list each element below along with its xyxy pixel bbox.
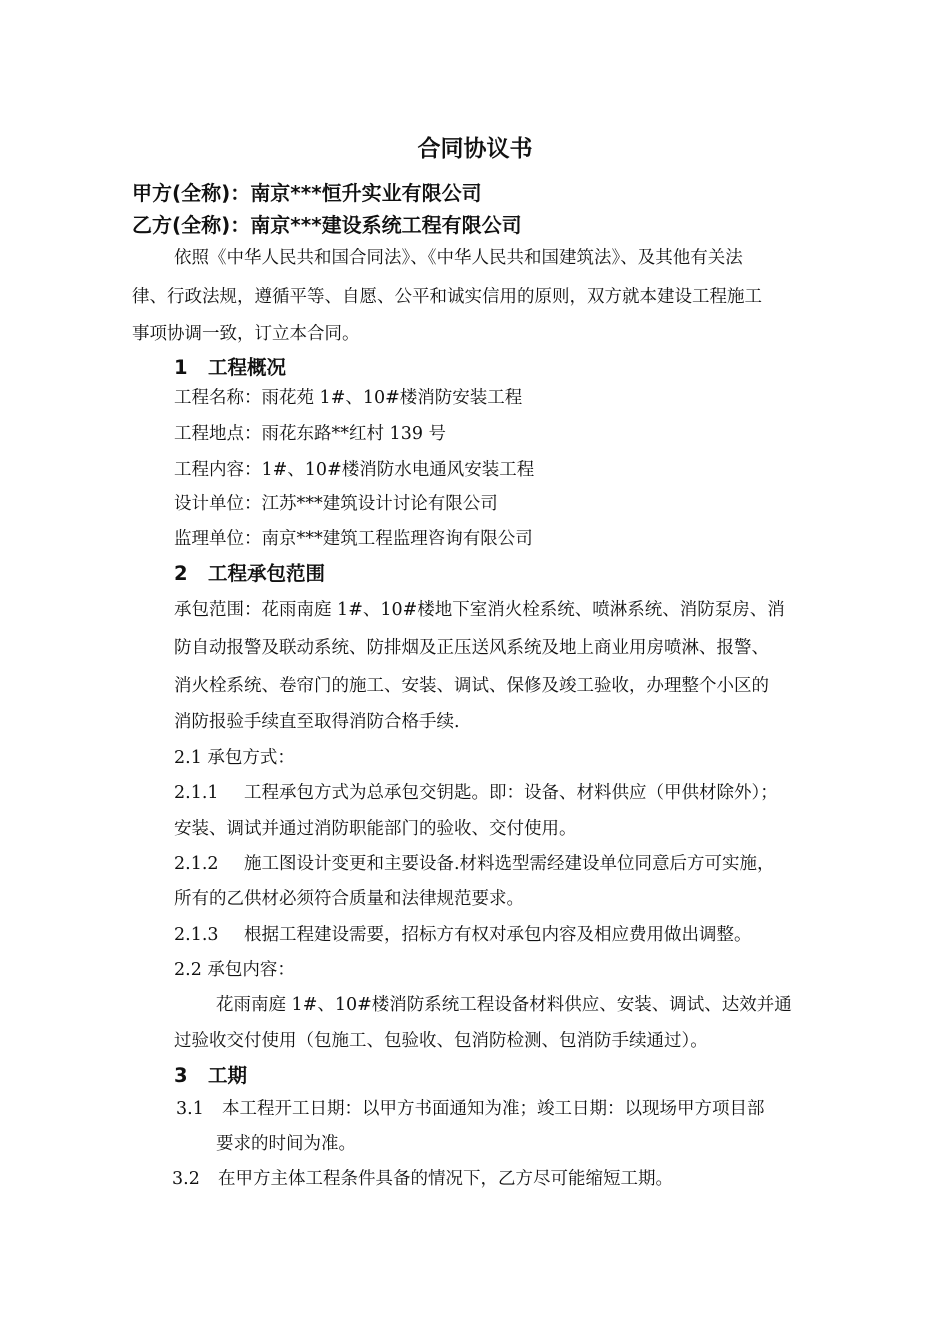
preamble-line: 事项协调一致，订立本合同。 (132, 324, 360, 344)
subsection-2-2: 2.2 承包内容： (174, 960, 295, 980)
scope-line: 防自动报警及联动系统、防排烟及正压送风系统及地上商业用房喷淋、报警、 (174, 638, 769, 658)
scope-line: 消火栓系统、卷帘门的施工、安装、调试、保修及竣工验收，办理整个小区的 (174, 676, 769, 696)
project-content: 工程内容：1#、10#楼消防水电通风安装工程 (174, 460, 535, 480)
clause-2-1-1-cont: 安装、调试并通过消防职能部门的验收、交付使用。 (174, 819, 577, 839)
section-heading (174, 355, 286, 381)
preamble-line: 依照《中华人民共和国合同法》、《中华人民共和国建筑法》、及其他有关法 (174, 248, 743, 268)
content-line: 花雨南庭 1#、10#楼消防系统工程设备材料供应、安装、调试、达效并通 (216, 995, 792, 1015)
party-b: 乙方(全称)：南京***建设系统工程有限公司 (132, 213, 522, 237)
clause-text: 根据工程建设需要，招标方有权对承包内容及相应费用做出调整。 (244, 925, 752, 945)
project-location: 工程地点：雨花东路**红村 139 号 (174, 424, 447, 444)
section-title: 工期 (208, 1064, 248, 1087)
clause-3-1-cont: 要求的时间为准。 (216, 1134, 356, 1154)
clause-number: 3.2 (172, 1169, 200, 1189)
clause-text: 在甲方主体工程条件具备的情况下，乙方尽可能缩短工期。 (218, 1169, 673, 1189)
section-number: 2 (174, 562, 188, 585)
scope-line: 承包范围：花雨南庭 1#、10#楼地下室消火栓系统、喷淋系统、消防泵房、消 (174, 600, 785, 620)
clause-number: 2.1.2 (174, 854, 219, 874)
clause-number: 2.1.3 (174, 925, 219, 945)
party-a: 甲方(全称)：南京***恒升实业有限公司 (132, 181, 482, 205)
clause-2-1-2 (174, 852, 775, 876)
section-heading (174, 1063, 247, 1089)
section-title: 工程概况 (208, 356, 287, 379)
clause-text: 工程承包方式为总承包交钥匙。即：设备、材料供应（甲供材除外）； (244, 783, 778, 803)
section-heading (174, 561, 325, 587)
preamble-line: 律、行政法规，遵循平等、自愿、公平和诚实信用的原则，双方就本建设工程施工 (132, 287, 762, 307)
clause-2-1-3 (174, 923, 752, 947)
clause-number: 3.1 (176, 1099, 204, 1119)
section-number: 1 (174, 356, 188, 379)
project-name: 工程名称：雨花苑 1#、10#楼消防安装工程 (174, 388, 523, 408)
supervision-unit: 监理单位：南京***建筑工程监理咨询有限公司 (174, 529, 533, 549)
design-unit: 设计单位：江苏***建筑设计讨论有限公司 (174, 494, 498, 514)
document-title: 合同协议书 (417, 136, 533, 162)
clause-number: 2.1.1 (174, 783, 219, 803)
subsection-2-1: 2.1 承包方式： (174, 748, 295, 768)
section-title: 工程承包范围 (208, 562, 326, 585)
clause-3-1 (176, 1097, 765, 1121)
clause-text: 施工图设计变更和主要设备.材料选型需经建设单位同意后方可实施， (244, 854, 775, 874)
content-line: 过验收交付使用（包施工、包验收、包消防检测、包消防手续通过）。 (174, 1031, 708, 1051)
clause-2-1-1 (174, 781, 778, 805)
section-number: 3 (174, 1064, 188, 1087)
clause-3-2 (172, 1167, 673, 1191)
scope-line: 消防报验手续直至取得消防合格手续. (174, 712, 460, 732)
clause-2-1-2-cont: 所有的乙供材必须符合质量和法律规范要求。 (174, 889, 524, 909)
clause-text: 本工程开工日期：以甲方书面通知为准；竣工日期：以现场甲方项目部 (222, 1099, 765, 1119)
